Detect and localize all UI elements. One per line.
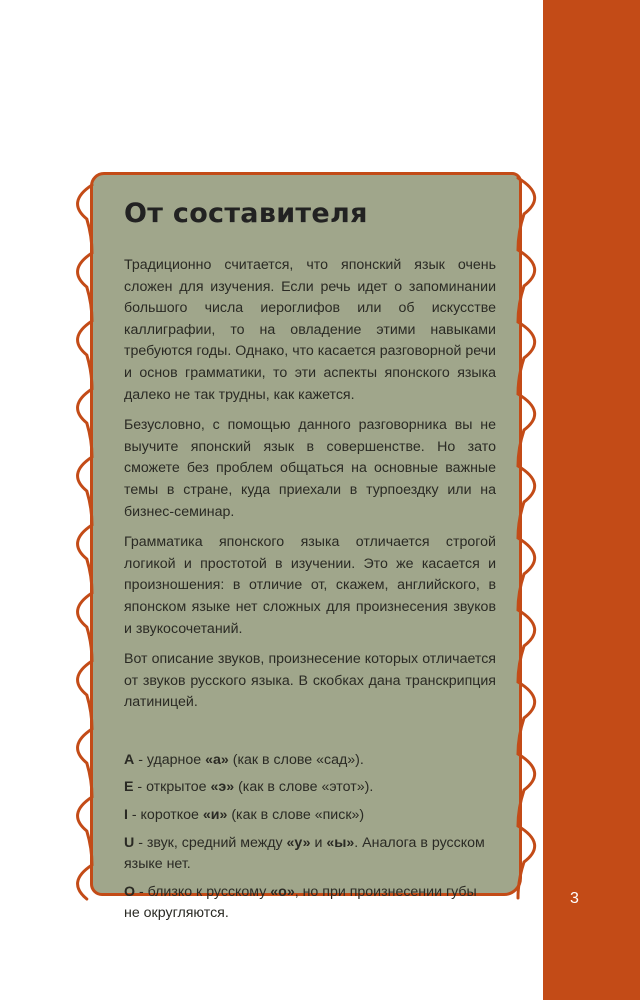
sound-letter: I — [124, 807, 128, 824]
sound-quote: «а» — [205, 751, 229, 768]
sound-quote: «э» — [210, 779, 235, 796]
sound-quote: «ы» — [326, 834, 355, 851]
sound-quote: «и» — [202, 807, 228, 824]
sound-letter: U — [124, 834, 135, 851]
page-number: 3 — [570, 890, 579, 907]
sound-text: (как в слове «писк») — [227, 807, 365, 824]
sound-item-u — [124, 833, 496, 876]
sound-item-o — [124, 882, 496, 925]
sound-text: , но при произнесении губы не округляются. — [124, 883, 477, 922]
sound-letter: E — [124, 779, 134, 796]
sound-text: - ударное — [134, 751, 206, 768]
paragraph: Вот описание звуков, произнесение которых отличается от звуков русского языка. В скобках дана транскрипция латиницей. — [124, 651, 496, 711]
sound-letter: A — [124, 751, 135, 768]
paragraph: Безусловно, с помощью данного разговорника вы не выучите японский язык в совершенстве. Но зато сможете без проблем общаться на основные важные темы в стране, куда приехали в турпоездку или на бизнес-семинар. — [124, 417, 496, 520]
sounds-list — [124, 750, 496, 925]
paragraph: Грамматика японского языка отличается строгой логикой и простотой в изучении. Это же касается и произношения: в отличие от, скажем, английского, в японском языке нет сложных для произнесения звуков и звукосочетаний. — [124, 534, 496, 637]
sound-text: - короткое — [127, 807, 203, 824]
sound-item-i — [124, 805, 496, 827]
page-title: От составителя — [124, 198, 368, 229]
sound-item-e — [124, 777, 496, 799]
sound-text: (как в слове «этот»). — [234, 779, 374, 796]
sound-item-a — [124, 750, 496, 772]
paragraph: Традиционно считается, что японский язык очень сложен для изучения. Если речь идет о запоминании большого числа иероглифов или об искусстве каллиграфии, то на овладение этими навыками требуются годы. Однако, что касается разговорной речи и основ грамматики, то эти аспекты японского языка далеко не так трудны, как кажется. — [124, 257, 496, 403]
sound-text: и — [310, 834, 327, 851]
sound-text: - звук, средний между — [134, 834, 287, 851]
sound-text: . Аналога в русском языке нет. — [124, 834, 485, 873]
sound-text: - близко к русскому — [135, 883, 271, 900]
sound-quote: «у» — [286, 834, 311, 851]
sound-text: (как в слове «сад»). — [228, 751, 364, 768]
sound-text: - открытое — [133, 779, 211, 796]
article — [124, 198, 496, 931]
sound-letter: O — [124, 883, 136, 900]
sound-quote: «о» — [270, 883, 295, 900]
